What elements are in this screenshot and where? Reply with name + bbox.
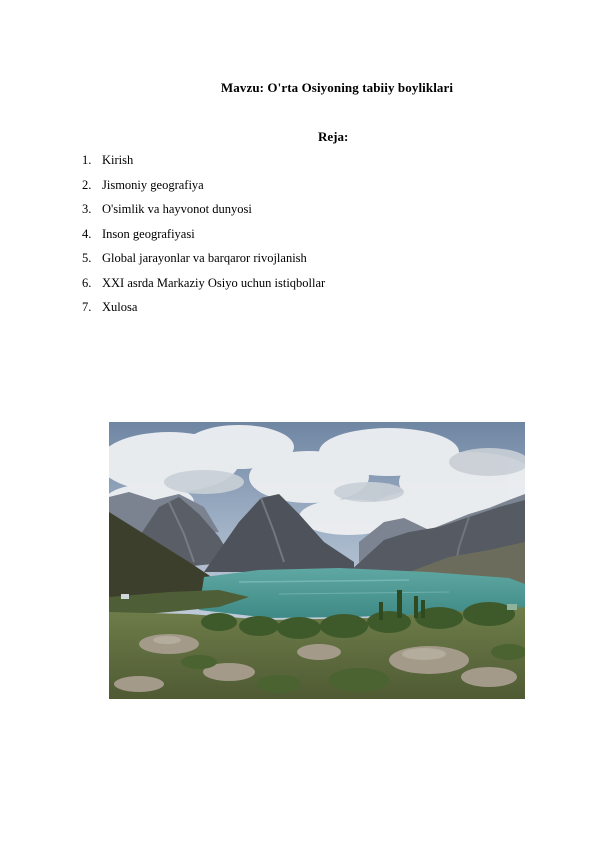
plan-item-2	[82, 177, 325, 202]
plan-item-1	[82, 152, 325, 177]
landscape-photo	[109, 422, 525, 699]
plan-item-text: XXI asrda Markaziy Osiyo uchun istiqbollar	[102, 275, 326, 290]
plan-item-text: Kirish	[102, 153, 134, 167]
plan-item-3	[82, 201, 325, 226]
plan-list	[82, 152, 325, 324]
plan-item-6	[82, 275, 325, 300]
plan-item-text: Jismoniy geografiya	[102, 177, 204, 192]
plan-item-text: O'simlik va hayvonot dunyosi	[102, 202, 252, 216]
plan-item-number: 5.	[82, 251, 92, 265]
plan-item-text: Xulosa	[102, 300, 138, 314]
plan-item-4	[82, 226, 325, 251]
plan-item-5	[82, 250, 325, 275]
plan-item-number: 3.	[82, 202, 92, 216]
plan-item-number: 7.	[82, 300, 92, 314]
plan-item-text: Inson geografiyasi	[102, 226, 195, 241]
plan-item-number: 1.	[82, 153, 92, 167]
landscape-photo-illustration	[109, 422, 525, 699]
plan-item-text: Global jarayonlar va barqaror rivojlanish	[102, 251, 307, 265]
plan-item-7	[82, 299, 325, 324]
plan-item-number: 4.	[82, 226, 92, 241]
plan-item-number: 2.	[82, 177, 92, 192]
plan-heading: Reja:	[318, 129, 349, 144]
document-title: Mavzu: O'rta Osiyoning tabiiy boyliklari	[220, 80, 454, 95]
plan-item-number: 6.	[82, 275, 92, 290]
